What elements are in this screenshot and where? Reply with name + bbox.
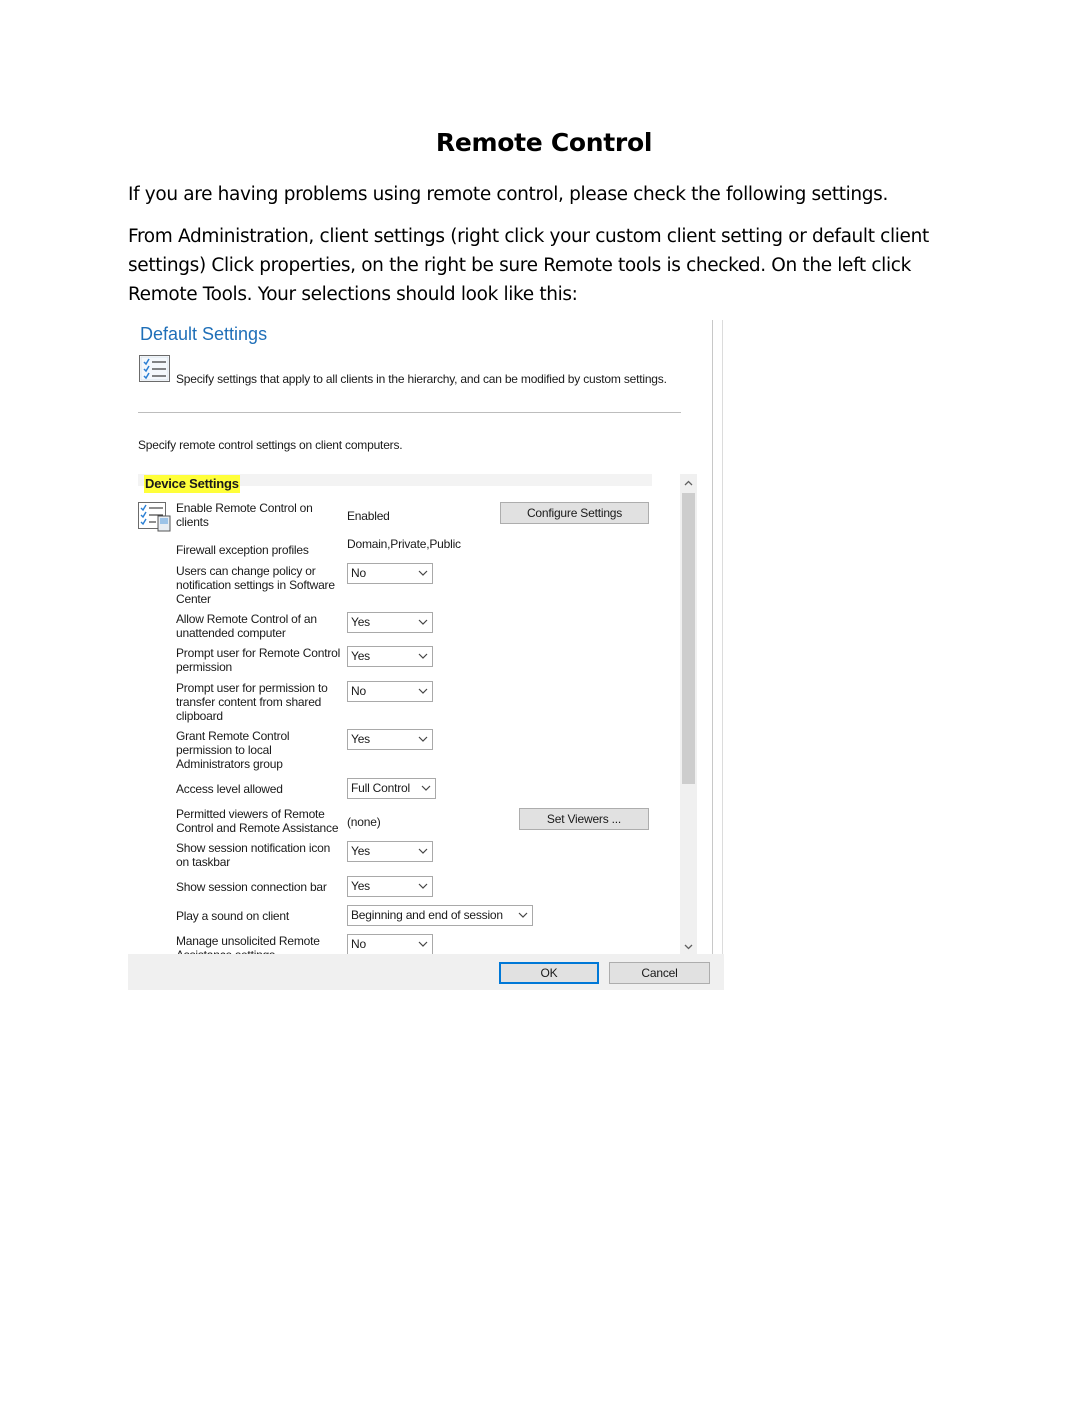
unsolicited-assistance-dropdown[interactable] [347, 934, 433, 955]
setting-label-permitted-viewers: Permitted viewers of Remote Control and Remote Assistance [176, 807, 339, 835]
unsolicited-assistance-selected: No [351, 937, 366, 951]
configure-settings-button[interactable]: Configure Settings [500, 502, 649, 524]
setting-label-firewall-exception-profiles: Firewall exception profiles [176, 543, 309, 557]
document-title: Remote Control [435, 128, 653, 157]
setting-label-enable-remote-control: Enable Remote Control on clients [176, 501, 313, 529]
play-sound-selected: Beginning and end of session [351, 908, 503, 922]
client-settings-dialog-screenshot [128, 320, 724, 990]
scroll-down-arrow-icon[interactable] [682, 940, 695, 953]
ok-button[interactable]: OK [499, 962, 599, 984]
setting-label-access-level: Access level allowed [176, 782, 283, 796]
connection-bar-selected: Yes [351, 879, 370, 893]
setting-label-allow-unattended: Allow Remote Control of an unattended computer [176, 612, 317, 640]
setting-value-enable-remote-control: Enabled [347, 509, 390, 523]
setting-label-prompt-clipboard: Prompt user for permission to transfer content from shared clipboard [176, 681, 328, 723]
setting-value-firewall-exception-profiles: Domain,Private,Public [347, 537, 461, 551]
setting-value-permitted-viewers: (none) [347, 815, 381, 829]
setting-label-grant-admins: Grant Remote Control permission to local Administrators group [176, 729, 290, 771]
allow-unattended-selected: Yes [351, 615, 370, 629]
dialog-footer [128, 954, 724, 990]
intro-paragraph: If you are having problems using remote control, please check the following settings. [128, 184, 889, 205]
setting-label-users-change-policy: Users can change policy or notification settings in Software Center [176, 564, 335, 606]
prompt-remote-control-selected: Yes [351, 649, 370, 663]
dialog-intro-text: Specify remote control settings on client computers. [138, 438, 403, 452]
dialog-border-outer [722, 320, 723, 990]
access-level-selected: Full Control [351, 781, 410, 795]
settings-clip-region [128, 320, 680, 952]
setting-label-play-sound: Play a sound on client [176, 909, 290, 923]
dialog-heading: Default Settings [140, 324, 268, 344]
dialog-border [712, 320, 713, 954]
notification-icon-selected: Yes [351, 844, 370, 858]
scroll-up-arrow-icon[interactable] [682, 477, 695, 490]
set-viewers-button[interactable]: Set Viewers ... [519, 808, 649, 830]
chevron-down-icon [418, 939, 428, 949]
users-change-policy-selected: No [351, 566, 366, 580]
dialog-header-description: Specify settings that apply to all clients in the hierarchy, and can be modified by custom settings. [176, 372, 667, 386]
grant-admins-selected: Yes [351, 732, 370, 746]
instructions-paragraph: From Administration, client settings (right click your custom client setting or default client settings) Click properties, on the right be sure Remote tools is checked. On the left click Remote Tools. Your selections should look like this: [128, 226, 929, 305]
setting-label-unsolicited-assistance: Manage unsolicited Remote [176, 934, 320, 948]
section-title: Device Settings [145, 476, 239, 491]
settings-scrollbar[interactable] [680, 474, 697, 954]
scrollbar-thumb[interactable] [682, 493, 695, 784]
setting-label-prompt-remote-control: Prompt user for Remote Control permission [176, 646, 341, 674]
setting-label-notification-icon: Show session notification icon on taskbar [176, 841, 331, 869]
setting-label-connection-bar: Show session connection bar [176, 880, 327, 894]
prompt-clipboard-selected: No [351, 684, 366, 698]
cancel-button[interactable]: Cancel [609, 962, 710, 984]
